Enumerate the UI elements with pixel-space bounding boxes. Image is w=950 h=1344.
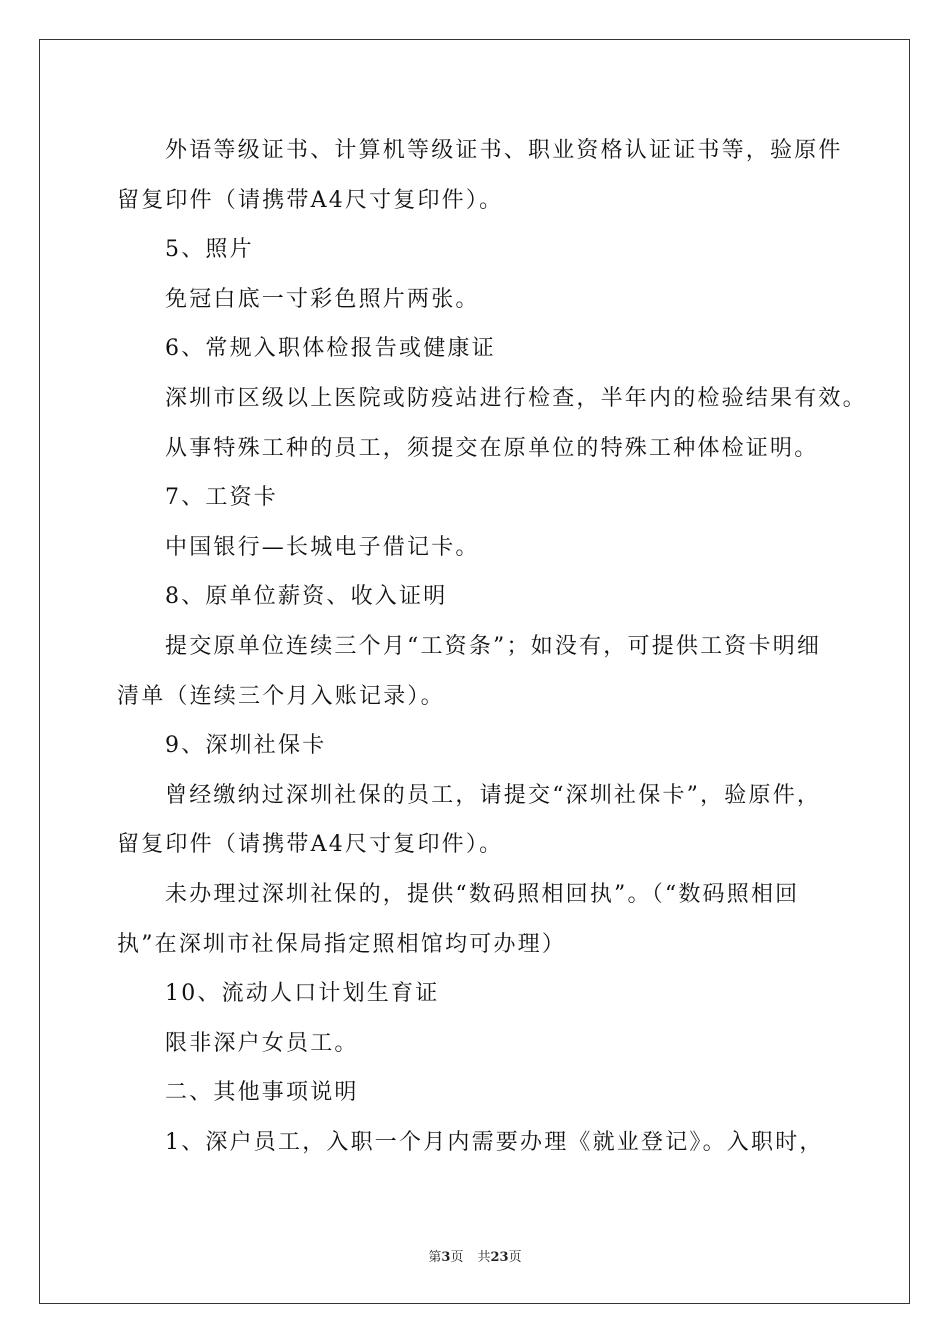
section-heading: 10、流动人口计划生育证 [165,981,440,1007]
document-body [117,126,867,1167]
section-heading: 8、原单位薪资、收入证明 [165,584,448,610]
page-number-prefix: 第 [428,1250,442,1265]
section-heading: 6、常规入职体检报告或健康证 [165,336,496,362]
paragraph-line: 提交原单位连续三个月“工资条”；如没有，可提供工资卡明细 [165,633,822,659]
section-heading: 9、深圳社保卡 [165,733,327,759]
page-number-current: 3 [441,1250,451,1265]
paragraph-line: 免冠白底一寸彩色照片两张。 [165,286,480,312]
paragraph-line: 曾经缴纳过深圳社保的员工，请提交“深圳社保卡”，验原件， [165,782,822,808]
paragraph-line: 未办理过深圳社保的，提供“数码照相回执”。（“数码照相回 [165,881,800,907]
section-heading: 5、照片 [165,237,254,263]
page-footer [0,1246,950,1265]
page-total-prefix: 共 [477,1250,491,1265]
paragraph-line: 限非深户女员工。 [165,1030,359,1056]
page-number-suffix: 页 [450,1250,464,1265]
paragraph-line: 1、深户员工，入职一个月内需要办理《就业登记》。入职时， [165,1129,824,1155]
paragraph-line: 深圳市区级以上医院或防疫站进行检查，半年内的检验结果有效。 [165,385,867,411]
page-total-suffix: 页 [508,1250,522,1265]
paragraph-line: 外语等级证书、计算机等级证书、职业资格认证证书等，验原件 [165,138,843,163]
page-total: 23 [490,1250,509,1265]
paragraph-line: 留复印件（请携带A4尺寸复印件）。 [117,187,504,213]
paragraph-line: 中国银行—长城电子借记卡。 [165,534,480,560]
paragraph-line: 执”在深圳市社保局指定照相馆均可办理） [117,931,567,957]
paragraph-line: 清单（连续三个月入账记录）。 [117,683,445,709]
paragraph-line: 从事特殊工种的员工，须提交在原单位的特殊工种体检证明。 [165,435,819,461]
paragraph-line: 留复印件（请携带A4尺寸复印件）。 [117,832,504,858]
section-heading: 二、其他事项说明 [165,1080,359,1106]
section-heading: 7、工资卡 [165,485,278,511]
